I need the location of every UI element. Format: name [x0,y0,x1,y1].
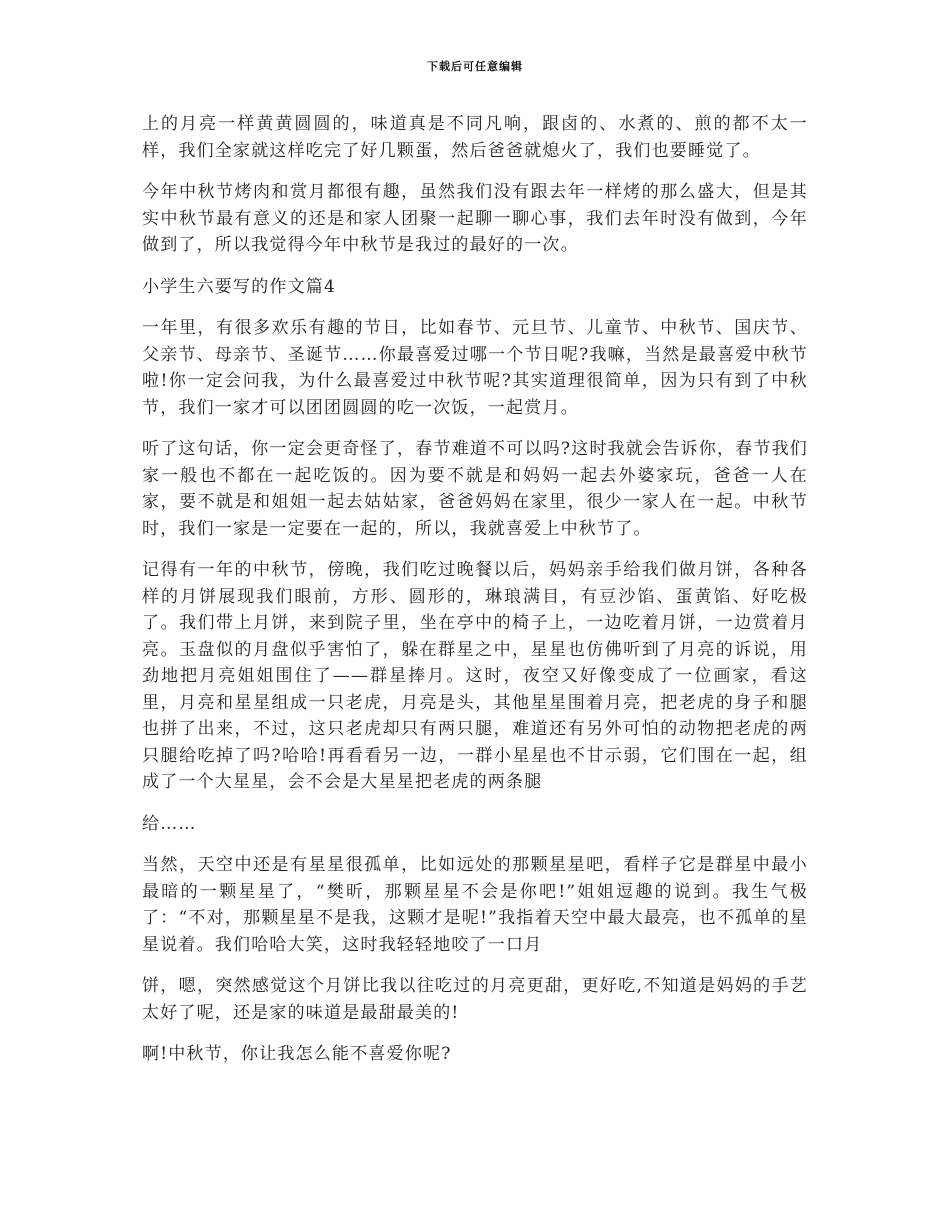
document-body [142,111,808,1083]
page-header: 下载后可任意编辑 [427,60,523,73]
paragraph-9: 啊!中秋节，你让我怎么能不喜爱你呢? [142,1044,452,1064]
paragraph-2: 今年中秋节烤肉和赏月都很有趣，虽然我们没有跟去年一样烤的那么盛大，但是其实中秋节最有意义的还是和家人团聚一起聊一聊心事，我们去年时没有做到，今年做到了，所以我觉得今年中秋节是我过的最好的一次。 [142,182,808,255]
paragraph-7: 当然，天空中还是有星星很孤单，比如远处的那颗星星吧，看样子它是群星中最小最暗的一颗星星了，“樊昕，那颗星星不会是你吧!”姐姐逗趣的说到。我生气极了：“不对，那颗星星不是我，这颗才是呢!”我指着天空中最大最亮，也不孤单的星星说着。我们哈哈大笑，这时我轻轻地咬了一口月 [142,855,808,955]
section-title: 小学生六要写的作文篇4 [142,276,337,297]
paragraph-5: 记得有一年的中秋节，傍晚，我们吃过晚餐以后，妈妈亲手给我们做月饼，各种各样的月饼展现我们眼前，方形、圆形的，琳琅满目，有豆沙馅、蛋黄馅、好吃极了。我们带上月饼，来到院子里，坐在亭中的椅子上，一边吃着月饼，一边赏着月亮。玉盘似的月盘似乎害怕了，躲在群星之中，星星也仿佛听到了月亮的诉说，用劲地把月亮姐姐围住了——群星捧月。这时，夜空又好像变成了一位画家，看这里，月亮和星星组成一只老虎，月亮是头，其他星星围着月亮，把老虎的身子和腿也拼了出来，不过，这只老虎却只有两只腿，难道还有另外可怕的动物把老虎的两只腿给吃掉了吗?哈哈!再看看另一边，一群小星星也不甘示弱，它们围在一起，组成了一个大星星，会不会是大星星把老虎的两条腿 [142,560,808,792]
paragraph-8: 饼，嗯，突然感觉这个月饼比我以往吃过的月亮更甜，更好吃,不知道是妈妈的手艺太好了呢，还是家的味道是最甜最美的! [142,976,808,1023]
paragraph-3: 一年里，有很多欢乐有趣的节日，比如春节、元旦节、儿童节、中秋节、国庆节、父亲节、母亲节、圣诞节……你最喜爱过哪一个节日呢?我嘛，当然是最喜爱中秋节啦!你一定会问我，为什么最喜爱过中秋节呢?其实道理很简单，因为只有到了中秋节，我们一家才可以团团圆圆的吃一次饭，一起赏月。 [142,318,808,418]
paragraph-4: 听了这句话，你一定会更奇怪了，春节难道不可以吗?这时我就会告诉你，春节我们家一般也不都在一起吃饭的。因为要不就是和妈妈一起去外婆家玩，爸爸一人在家，要不就是和姐姐一起去姑姑家，爸爸妈妈在家里，很少一家人在一起。中秋节时，我们一家是一定要在一起的，所以，我就喜爱上中秋节了。 [142,439,808,539]
paragraph-1: 上的月亮一样黄黄圆圆的，味道真是不同凡响，跟卤的、水煮的、煎的都不太一样，我们全家就这样吃完了好几颗蛋，然后爸爸就熄火了，我们也要睡觉了。 [142,114,808,161]
paragraph-6: 给…… [142,813,197,834]
